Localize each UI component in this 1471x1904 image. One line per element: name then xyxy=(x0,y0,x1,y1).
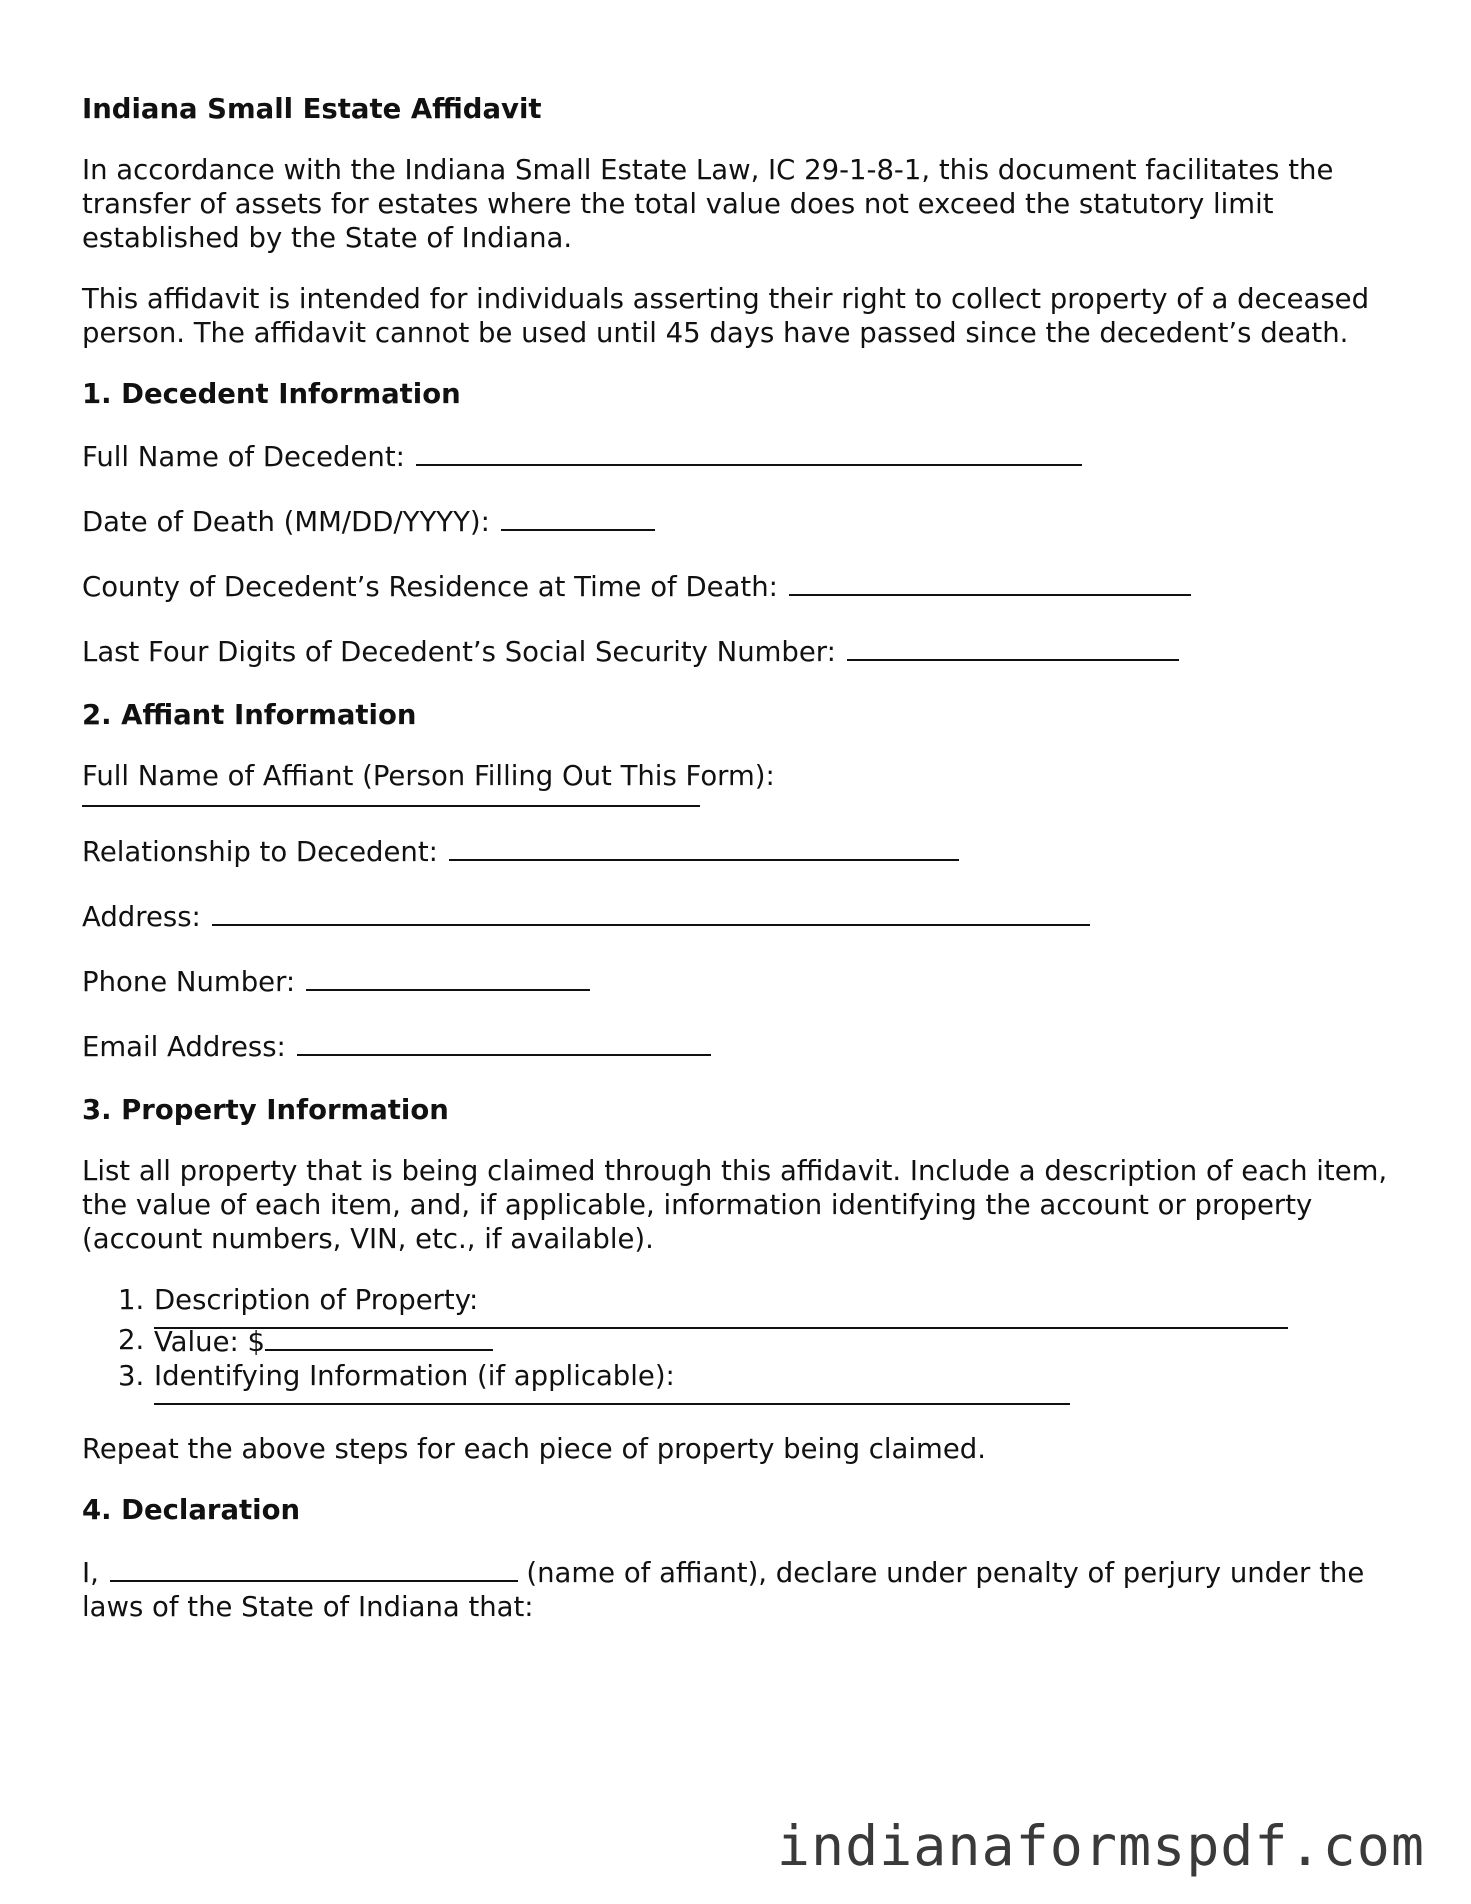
address-field xyxy=(82,898,1402,934)
email-field xyxy=(82,1028,1402,1064)
email-label: Email Address: xyxy=(82,1031,286,1063)
email-blank[interactable] xyxy=(297,1028,711,1056)
date-of-death-label: Date of Death (MM/DD/YYYY): xyxy=(82,506,490,538)
property-list xyxy=(118,1283,1402,1405)
ssn-label: Last Four Digits of Decedent’s Social Security Number: xyxy=(82,636,836,668)
relationship-field xyxy=(82,833,1402,869)
ssn-field xyxy=(82,633,1402,669)
phone-label: Phone Number: xyxy=(82,966,296,998)
relationship-label: Relationship to Decedent: xyxy=(82,836,438,868)
document-title: Indiana Small Estate Affidavit xyxy=(82,93,542,125)
decedent-name-field xyxy=(82,438,1402,474)
phone-blank[interactable] xyxy=(306,963,590,991)
address-blank[interactable] xyxy=(212,898,1090,926)
declaration-name-blank[interactable] xyxy=(110,1554,518,1582)
value-label: Value: $ xyxy=(154,1326,266,1358)
list-item-number: 3. xyxy=(118,1360,145,1392)
decedent-name-blank[interactable] xyxy=(416,438,1082,466)
declaration-prefix: I, xyxy=(82,1557,99,1589)
relationship-blank[interactable] xyxy=(449,833,959,861)
section-1-heading: 1. Decedent Information xyxy=(82,378,461,410)
affiant-name-field xyxy=(82,759,1402,807)
declaration-suffix: (name of affiant), declare under penalty of perjury under the laws of the State of Indiana that: xyxy=(82,1557,1365,1623)
list-item-body xyxy=(154,1359,1402,1405)
phone-field xyxy=(82,963,1402,999)
list-item-body xyxy=(154,1323,1402,1359)
intro-paragraph-1: In accordance with the Indiana Small Estate Law, IC 29-1-8-1, this document facilitates the transfer of assets for estates where the total value does not exceed the statutory limit established by the State of Indiana. xyxy=(82,154,1334,254)
list-item xyxy=(118,1359,1402,1405)
section-4-heading: 4. Declaration xyxy=(82,1494,301,1526)
declaration-statement xyxy=(82,1554,1402,1624)
list-item xyxy=(118,1323,1402,1359)
site-watermark: indianaformspdf.com xyxy=(776,1814,1425,1878)
county-field xyxy=(82,568,1402,604)
list-item-number: 2. xyxy=(118,1324,145,1356)
address-label: Address: xyxy=(82,901,201,933)
property-instructions: List all property that is being claimed through this affidavit. Include a description of each item, the value of each item, and, if applicable, information identifying the account or property (account numbers, VIN, etc., if available). xyxy=(82,1155,1388,1255)
list-item-number: 1. xyxy=(118,1284,145,1316)
value-blank[interactable] xyxy=(265,1323,493,1351)
county-blank[interactable] xyxy=(789,568,1191,596)
intro-paragraph-2: This affidavit is intended for individuals asserting their right to collect property of a deceased person. The affidavit cannot be used until 45 days have passed since the decedent’s death. xyxy=(82,283,1370,349)
date-of-death-field xyxy=(82,503,1402,539)
section-3-heading: 3. Property Information xyxy=(82,1094,449,1126)
description-label: Description of Property: xyxy=(154,1284,479,1316)
affidavit-page xyxy=(82,92,1402,1624)
section-2-heading: 2. Affiant Information xyxy=(82,699,417,731)
date-of-death-blank[interactable] xyxy=(501,503,655,531)
affiant-name-blank[interactable] xyxy=(82,793,700,807)
county-label: County of Decedent’s Residence at Time of Death: xyxy=(82,571,778,603)
affiant-name-label: Full Name of Affiant (Person Filling Out This Form): xyxy=(82,760,775,792)
repeat-note: Repeat the above steps for each piece of property being claimed. xyxy=(82,1433,986,1465)
decedent-name-label: Full Name of Decedent: xyxy=(82,441,405,473)
ssn-blank[interactable] xyxy=(847,633,1179,661)
identifying-info-label: Identifying Information (if applicable): xyxy=(154,1360,675,1392)
identifying-info-blank[interactable] xyxy=(154,1393,1070,1405)
